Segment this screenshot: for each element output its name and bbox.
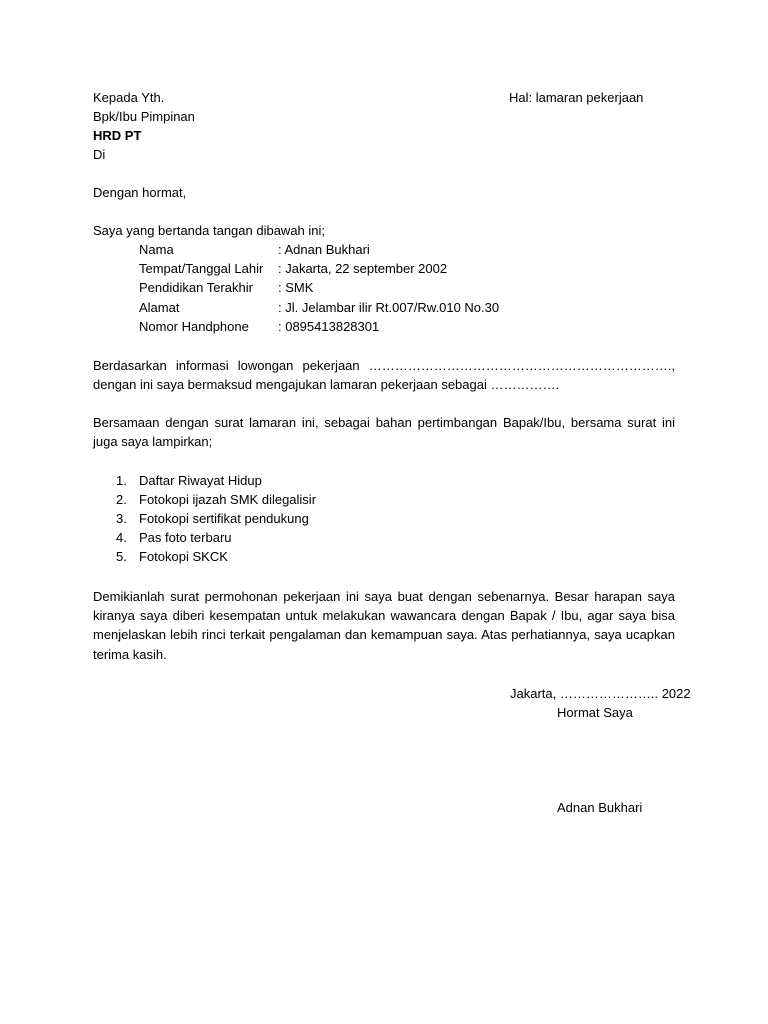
paragraph-attachments-intro: Bersamaan dengan surat lamaran ini, sebagai bahan pertimbangan Bapak/Ibu, bersama surat ini juga saya lampirkan; (93, 415, 675, 450)
identity-value: : SMK (278, 280, 314, 295)
identity-label: Pendidikan Terakhir (139, 280, 253, 295)
identity-value: : Jakarta, 22 september 2002 (278, 261, 448, 276)
attachment-number: 4. (116, 530, 127, 545)
identity-value: : Jl. Jelambar ilir Rt.007/Rw.010 No.30 (278, 300, 500, 315)
recipient-line-2: Bpk/Ibu Pimpinan (93, 109, 195, 124)
identity-row-education (139, 278, 313, 297)
identity-value: : Adnan Bukhari (278, 242, 370, 257)
signature-regards: Hormat Saya (557, 705, 633, 720)
recipient-company: HRD PT (93, 128, 142, 143)
attachment-text: Daftar Riwayat Hidup (139, 473, 262, 488)
attachment-number: 3. (116, 511, 127, 526)
attachment-item (116, 547, 228, 566)
attachment-text: Fotokopi SKCK (139, 549, 228, 564)
attachment-text: Fotokopi sertifikat pendukung (139, 511, 309, 526)
recipient-line-4: Di (93, 147, 106, 162)
attachment-text: Pas foto terbaru (139, 530, 232, 545)
identity-label: Nama (139, 242, 174, 257)
signature-place-date: Jakarta, ………………….. 2022 (510, 686, 691, 701)
identity-row-phone (139, 317, 379, 336)
identity-label: Nomor Handphone (139, 319, 249, 334)
intro-text: Saya yang bertanda tangan dibawah ini; (93, 223, 326, 238)
attachment-item (116, 471, 262, 490)
signature-name: Adnan Bukhari (557, 800, 643, 815)
paragraph-closing: Demikianlah surat permohonan pekerjaan ini saya buat dengan sebenarnya. Besar harapan saya kiranya saya diberi kesempatan untuk melakukan wawancara dengan Bapak / Ibu, agar saya bisa menjelaskan lebih rinci terkait pengalaman dan kemampuan saya. Atas perhatiannya, saya ucapkan terima kasih. (93, 589, 675, 662)
identity-label: Alamat (139, 300, 180, 315)
attachment-number: 2. (116, 492, 127, 507)
subject-line: Hal: lamaran pekerjaan (509, 90, 644, 105)
identity-value: : 0895413828301 (278, 319, 380, 334)
identity-row-name (139, 240, 370, 259)
paragraph-vacancy: Berdasarkan informasi lowongan pekerjaan ……………………………………………………………., dengan ini saya bermaksud mengajukan lamaran pekerjaan sebagai ……………. (93, 358, 675, 393)
attachment-item (116, 490, 316, 509)
recipient-line-1: Kepada Yth. (93, 90, 165, 105)
attachment-text: Fotokopi ijazah SMK dilegalisir (139, 492, 317, 507)
identity-row-birth (139, 259, 447, 278)
attachment-item (116, 528, 232, 547)
identity-label: Tempat/Tanggal Lahir (139, 261, 264, 276)
attachment-number: 1. (116, 473, 127, 488)
greeting: Dengan hormat, (93, 185, 187, 200)
attachment-number: 5. (116, 549, 127, 564)
identity-row-address (139, 298, 499, 317)
attachment-item (116, 509, 309, 528)
